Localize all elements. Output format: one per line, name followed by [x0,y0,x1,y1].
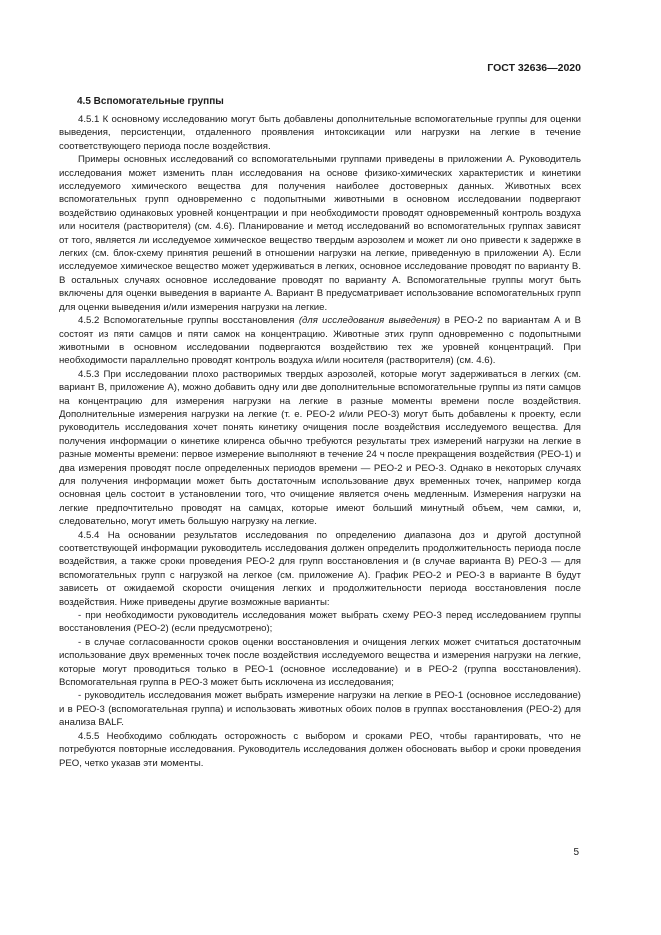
paragraph-4-5-2-end: в РЕО-2 по вариантам А и В состоят из пяти самцов и пяти самок на концентрацию. Животные этих групп одновременно с подопытными животными в основном исследовании подвергаются воздействию тех же уровней концентраций. При необходимости параллельно проводят контроль воздуха и/или носителя (растворителя) (см. 4.6). [59,315,581,367]
paragraph-4-5-2-italic: (для исследования выведения) [298,315,441,327]
section-title: 4.5 Вспомогательные группы [77,96,224,107]
list-item-2: - в случае согласованности сроков оценки восстановления и очищения легких может считаться достаточным использование двух временных точек после воздействия исследуемого вещества и измерения нагрузки на легкие, которые могут проводиться только в РЕО-1 (основное исследование) и в РЕО-2 (группа восстановления). Вспомогательная группа в РЕО-3 может быть исключена из исследования; [59,636,581,689]
page-number: 5 [573,847,579,858]
list-item-1: - при необходимости руководитель исследования может выбрать схему РЕО-3 перед исследованием группы восстановления (РЕО-2) (если предусмотрено); [59,610,581,635]
paragraph-4-5-3: 4.5.3 При исследовании плохо растворимых твердых аэрозолей, которые могут задерживаться в легких (см. вариант В, приложение А), можно добавить одну или две дополнительные вспомогательные группы из пяти самцов на концентрацию для измерения нагрузки на легкие в разные моменты времени после воздействия. Дополнительные измерения нагрузки на легкие (т. е. РЕО-2 и/или РЕО-3) могут быть добавлены к проекту, если руководитель исследования хочет понять кинетику очищения после воздействия исследуемого вещества. Для получения информации о кинетике клиренса обычно требуются результаты трех измерений нагрузки на легкие в разные моменты времени: первое измерение выполняют в течение 24 ч после прекращения воздействия (РЕО-1) и два измерения проводят после определенных периодов времени — РЕО-2 и РЕО-3. Однако в некоторых случаях для получения информации может быть достаточным использование двух временных точек, например когда основная цель состоит в установлении того, что очищение является очень медленным. Измерения нагрузки на легкие предпочтительно проводят на самцах, которые имеют больший минутный объем, чем самки, и, следовательно, могут иметь большую нагрузку на легкие. [59,368,581,528]
paragraph-examples: Примеры основных исследований со вспомогательными группами приведены в приложении А. Руководитель исследования может изменить план исследования на основе физико-химических характеристик и кинетики исследуемого химического вещества для получения наиболее достоверных данных. Животных всех вспомогательных групп одновременно с подопытными животными в основном исследовании подвергают воздействию одинаковых уровней концентрации и при необходимости проводят одновременный контроль воздуха или носителя (растворителя) (см. 4.6). Планирование и метод исследований во вспомогательных группах зависят от того, является ли исследуемое химическое вещество твердым аэрозолем и может ли оно привести к задержке в легких (см. блок-схему принятия решений в отношении нагрузки на легкие, приведенную в приложении А). Если исследуемое химическое вещество может удерживаться в легких, основное исследование проводят по варианту В. В остальных случаях основное исследование проводят по варианту А. Вспомогательные группы могут быть включены для оценки выведения в варианте А. Вариант В предусматривает использование вспомогательных групп для оценки выведения и/или измерения нагрузки на легкие. [59,154,581,313]
paragraph-4-5-5: 4.5.5 Необходимо соблюдать осторожность с выбором и сроками РЕО, чтобы гарантировать, что не потребуются повторные исследования. Руководитель исследования должен обосновать выбор и сроки проведения РЕО, четко указав эти моменты. [59,730,581,769]
paragraph-4-5-4: 4.5.4 На основании результатов исследования по определению диапазона доз и другой доступной соответствующей информации руководитель исследования должен определить продолжительность периода после воздействия, а также сроки проведения РЕО-2 для групп восстановления и (в случае варианта В) РЕО-3 — для вспомогательных групп с нагрузкой на легкое (см. приложение А). График РЕО-2 и РЕО-3 в варианте В будут зависеть от ожидаемой скорости очищения легких и продолжительности периода восстановления после воздействия. Ниже приведены другие возможные варианты: [59,529,581,608]
list-item-3: - руководитель исследования может выбрать измерение нагрузки на легкие в РЕО-1 (основное исследование) и в РЕО-3 (вспомогательная группа) и использовать животных обоих полов в группах восстановления (РЕО-2) для анализа BALF. [59,690,581,729]
paragraph-4-5-2 [59,314,581,368]
paragraph-4-5-1: 4.5.1 К основному исследованию могут быть добавлены дополнительные вспомогательные группы для оценки выведения, персистенции, отдаленного проявления интоксикации или нагрузки на легкие в течение соответствующего периода после воздействия. [59,114,581,152]
body-text [59,113,581,770]
document-code: ГОСТ 32636—2020 [487,62,581,74]
paragraph-4-5-2-start: 4.5.2 Вспомогательные группы восстановления [78,315,299,327]
